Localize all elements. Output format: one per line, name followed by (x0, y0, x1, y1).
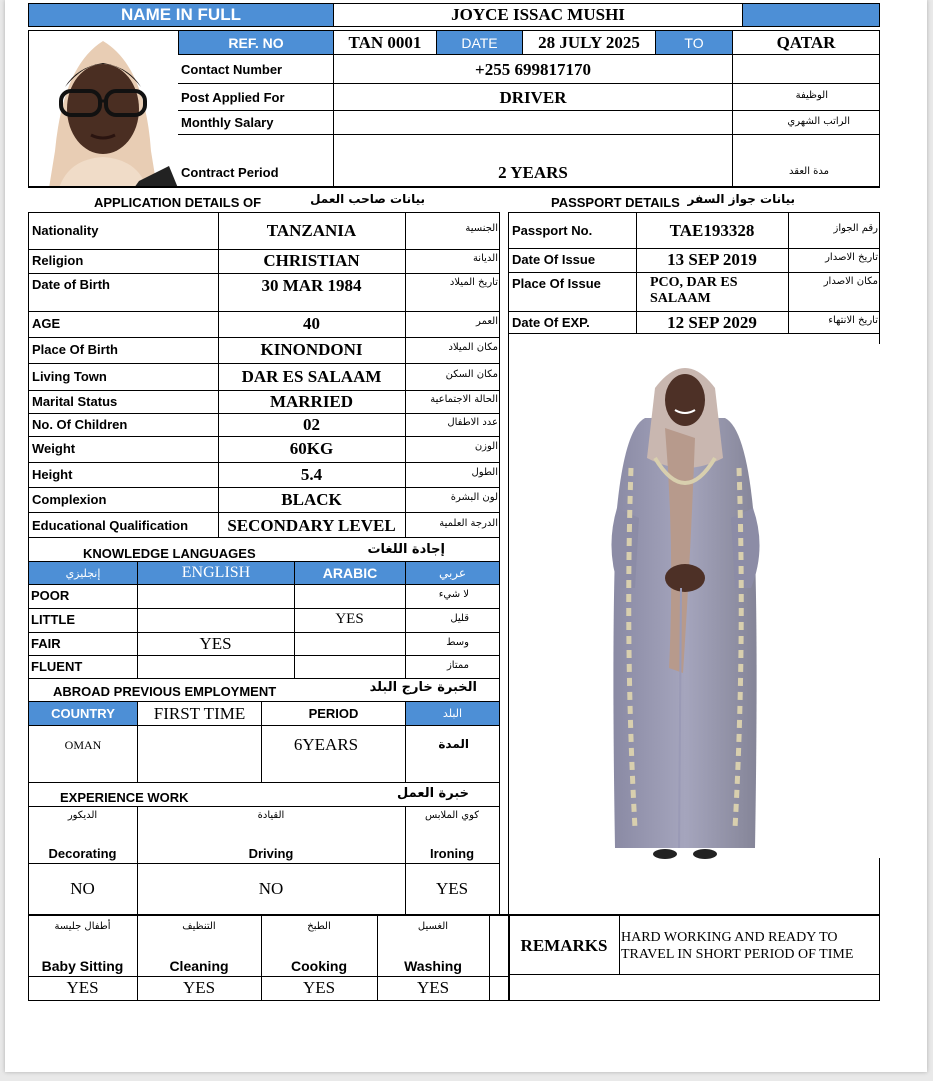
application-title-ar: بيانات صاحب العمل (310, 192, 425, 206)
passport-title: PASSPORT DETAILS (551, 195, 680, 210)
column-divider (489, 915, 490, 1001)
salary-label: Monthly Salary (181, 115, 274, 130)
lang-english: ENGLISH (137, 561, 295, 585)
name-label: NAME IN FULL (28, 3, 334, 27)
skill-value: YES (302, 978, 336, 997)
application-row-value: 40 (303, 314, 320, 333)
row-divider (29, 273, 500, 274)
country-label: COUNTRY (28, 701, 138, 726)
section-separator (28, 186, 880, 188)
language-level-label: FLUENT (31, 658, 83, 674)
application-row-value: 02 (303, 414, 320, 434)
column-divider (405, 213, 406, 537)
experience-value: NO (70, 879, 95, 898)
contact-label: Contact Number (181, 62, 283, 77)
application-row-ar: العمر (476, 316, 498, 327)
language-level-ar: وسط (446, 636, 469, 648)
salary-ar: الراتب الشهري (787, 116, 850, 127)
experience-label: Ironing (429, 846, 475, 861)
application-row-label: Living Town (32, 368, 107, 384)
application-row-ar: الجنسية (465, 223, 498, 234)
application-row-ar: مكان الميلاد (448, 342, 498, 353)
language-level-ar: ممتاز (446, 659, 469, 671)
row-divider (29, 363, 500, 364)
remarks-value: HARD WORKING AND READY TO TRAVEL IN SHORT PERIOD OF TIME (621, 930, 854, 962)
application-row-label: Place Of Birth (32, 342, 118, 357)
cv-page (5, 0, 927, 1072)
column-divider (137, 806, 138, 916)
experience-value: NO (258, 879, 284, 898)
application-table (28, 212, 500, 538)
lang-arabic: ARABIC (294, 561, 406, 585)
column-divider (636, 213, 637, 333)
language-level-label: FAIR (31, 635, 61, 651)
column-divider (218, 213, 219, 537)
row-divider (28, 678, 499, 679)
language-level-label: POOR (31, 588, 70, 603)
application-row-value: CHRISTIAN (263, 251, 360, 270)
application-row-label: Weight (32, 441, 76, 456)
post-label: Post Applied For (181, 90, 285, 105)
row-divider (28, 608, 499, 609)
application-row-ar: الحالة الاجتماعية (430, 393, 498, 405)
language-level-ar: قليل (450, 613, 469, 624)
application-row-ar: مكان السكن (445, 368, 498, 380)
skills-table (28, 915, 510, 1001)
portrait-cell (28, 30, 179, 187)
row-divider (28, 1000, 509, 1001)
column-divider (405, 584, 406, 679)
period-value: 2 YEARS (498, 163, 568, 182)
row-divider (509, 248, 880, 249)
portrait-photo (29, 31, 178, 188)
skill-label: Washing (404, 958, 462, 974)
row-divider (29, 462, 500, 463)
skill-label: Baby Sitting (41, 958, 124, 974)
application-row-label: Nationality (32, 223, 99, 238)
skill-value: YES (66, 978, 99, 997)
application-row-value: KINONDONI (260, 340, 363, 359)
first-time: FIRST TIME (137, 701, 262, 726)
experience-ar: كوي الملابس (424, 810, 480, 821)
application-row-value: MARRIED (269, 391, 354, 411)
abroad-country-value: OMAN (64, 738, 102, 752)
language-arabic-value: YES (335, 611, 364, 627)
row-divider (29, 249, 500, 250)
to-value: QATAR (732, 30, 880, 55)
column-divider (294, 584, 295, 679)
passport-row-value: 13 SEP 2019 (667, 250, 757, 269)
skill-ar: الغسيل (417, 921, 449, 932)
row-divider (28, 976, 509, 977)
abroad-title: ABROAD PREVIOUS EMPLOYMENT (53, 684, 277, 699)
column-divider (377, 915, 378, 1001)
language-level-ar: لا شيء (438, 589, 469, 600)
photo-frame-right (879, 334, 880, 344)
period-header: PERIOD (261, 701, 406, 726)
skill-value: YES (182, 978, 216, 997)
experience-table (28, 806, 500, 916)
passport-row-label: Date Of Issue (512, 252, 596, 267)
country-ar: البلد (405, 701, 500, 726)
languages-title-ar: إجادة اللغات (367, 542, 445, 557)
passport-row-value: 12 SEP 2029 (667, 312, 757, 332)
application-row-ar: الدرجة العلمية (439, 517, 498, 529)
passport-row-ar: مكان الاصدار (823, 276, 878, 287)
passport-title-ar: بيانات جواز السفر (687, 192, 795, 206)
languages-table (28, 584, 500, 679)
passport-row-ar: تاريخ الاصدار (825, 252, 878, 263)
post-ar: الوظيفة (795, 90, 828, 101)
application-row-value: TANZANIA (266, 221, 357, 240)
passport-row-value: PCO, DAR ES SALAAM (650, 275, 738, 306)
row-divider (29, 487, 500, 488)
application-title: APPLICATION DETAILS OF (94, 195, 262, 210)
remarks-footer-cell (508, 974, 880, 1001)
passport-table (508, 212, 880, 334)
application-row-ar: تاريخ الميلاد (449, 277, 498, 288)
period-label: Contract Period (181, 165, 279, 180)
ref-label: REF. NO (178, 30, 334, 55)
abroad-title-ar: الخبرة خارج البلد (369, 680, 477, 695)
application-row-ar: الديانة (472, 253, 498, 264)
row-divider (29, 436, 500, 437)
row-divider (29, 311, 500, 312)
row-divider (29, 337, 500, 338)
passport-row-ar: رقم الجواز (833, 222, 878, 234)
row-divider (509, 272, 880, 273)
post-value: DRIVER (499, 88, 567, 107)
row-divider (29, 512, 500, 513)
row-divider (178, 134, 880, 135)
application-row-label: No. Of Children (32, 416, 128, 432)
skill-value: YES (416, 978, 450, 997)
photo-frame-left (508, 334, 509, 916)
skill-label: Cooking (291, 958, 347, 974)
passport-row-label: Place Of Issue (512, 276, 601, 291)
application-row-label: Complexion (32, 491, 107, 507)
application-row-ar: لون البشرة (450, 491, 498, 503)
contact-value: +255 699817170 (475, 60, 591, 79)
photo-frame-right (879, 858, 880, 916)
skill-label: Cleaning (169, 958, 229, 974)
abroad-period-value: 6YEARS (293, 735, 359, 754)
application-row-value: 5.4 (300, 464, 323, 484)
application-row-value: 60KG (289, 439, 334, 458)
application-row-ar: الوزن (474, 441, 498, 452)
column-divider (137, 584, 138, 679)
application-row-label: Religion (32, 253, 84, 268)
languages-title: KNOWLEDGE LANGUAGES (83, 546, 256, 561)
left-border (28, 30, 29, 188)
row-divider (28, 863, 499, 864)
language-level-label: LITTLE (31, 612, 76, 627)
name-accent-cell (742, 3, 880, 27)
row-divider (178, 83, 880, 84)
application-row-ar: الطول (471, 466, 498, 478)
full-body-photo (595, 348, 775, 876)
application-row-value: 30 MAR 1984 (261, 276, 362, 295)
abroad-period-ar: المدة (438, 737, 469, 751)
abroad-country-cell (28, 725, 138, 783)
experience-value: YES (435, 879, 469, 898)
application-row-value: SECONDARY LEVEL (227, 515, 396, 535)
application-row-label: Educational Qualification (32, 517, 189, 533)
experience-label: Decorating (48, 846, 117, 861)
experience-ar: القيادة (257, 810, 285, 821)
row-divider (178, 110, 880, 111)
name-value: JOYCE ISSAC MUSHI (333, 3, 743, 27)
date-label: DATE (436, 30, 523, 55)
application-row-label: AGE (32, 316, 61, 331)
column-divider (137, 915, 138, 1001)
application-row-value: BLACK (281, 489, 342, 509)
experience-title-ar: خبرة العمل (397, 786, 469, 801)
date-value: 28 JULY 2025 (522, 30, 656, 55)
to-label: TO (655, 30, 733, 55)
experience-title: EXPERIENCE WORK (60, 790, 189, 805)
skill-ar: أطفال جليسة (54, 921, 111, 932)
remarks-label: REMARKS (520, 936, 608, 955)
lang-english-ar: إنجليزي (28, 561, 138, 585)
column-divider (405, 806, 406, 916)
experience-ar: الديكور (67, 810, 98, 821)
period-ar: مدة العقد (789, 166, 829, 177)
row-divider (28, 806, 499, 807)
ref-value: TAN 0001 (333, 30, 437, 55)
abroad-empty-cell (137, 725, 262, 783)
application-row-ar: عدد الاطفال (447, 416, 498, 428)
row-divider (28, 655, 499, 656)
lang-arabic-ar: عربي (405, 561, 500, 585)
abroad-ar-cell (405, 725, 500, 783)
skill-ar: الطبخ (307, 921, 331, 932)
column-divider (261, 915, 262, 1001)
experience-label: Driving (248, 846, 294, 861)
language-english-value: YES (199, 633, 232, 653)
column-divider (788, 213, 789, 333)
application-row-label: Date of Birth (32, 277, 110, 292)
skill-ar: التنظيف (182, 921, 216, 932)
application-row-label: Height (32, 466, 73, 482)
passport-row-label: Date Of EXP. (512, 314, 590, 330)
application-row-value: DAR ES SALAAM (241, 366, 382, 386)
passport-row-label: Passport No. (512, 222, 593, 238)
passport-row-ar: تاريخ الانتهاء (828, 314, 878, 326)
passport-row-value: TAE193328 (669, 220, 755, 240)
application-row-label: Marital Status (32, 393, 118, 409)
